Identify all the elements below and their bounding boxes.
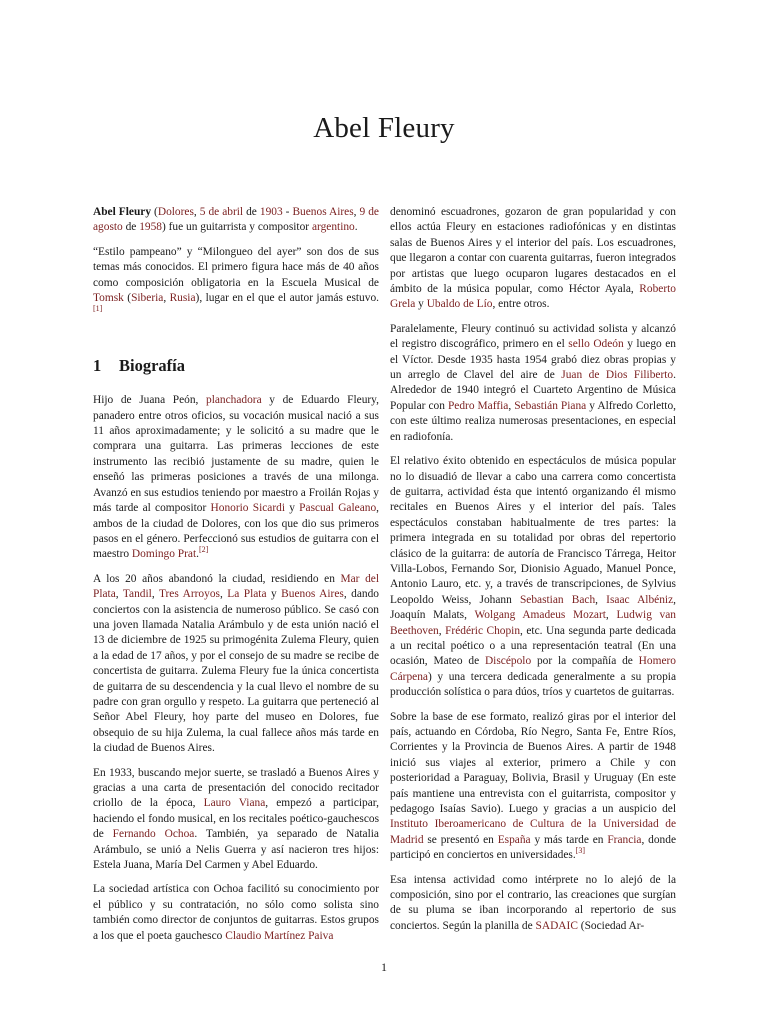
text: , bbox=[508, 399, 515, 412]
right-column bbox=[390, 205, 676, 943]
link-pascual-galeano[interactable]: Pascual Galeano bbox=[299, 502, 377, 515]
text: , Joaquín Malats, bbox=[390, 593, 676, 622]
section-number: 1 bbox=[93, 355, 102, 375]
text: , empezó a participar, haciendo el fondo musical, en los recitales poético-gauchescos de bbox=[93, 797, 379, 841]
text: Sobre la base de ese formato, realizó giras por el interior del país, actuando en Córdoba, Río Negro, Santa Fe, Entre Ríos, Corrientes y la Provincia de Buenos Aires. A partir de 1948 inició sus viajes al exterior, primero a Chile y con posterioridad a Paraguay, Bolivia, Brasil y Uruguay (En este país mantiene una entrevista con el guitarrista, compositor y pedagogo Isaías Savio). Luego y gracias a un auspicio del bbox=[390, 710, 676, 816]
bio-paragraph-1 bbox=[93, 393, 379, 562]
link-sadaic[interactable]: SADAIC bbox=[535, 919, 578, 932]
text: , entre otros. bbox=[492, 298, 550, 311]
text: El relativo éxito obtenido en espectáculos de música popular no lo disuadió de llevar a cabo una carrera como concertista de guitarra, actividad ésta que intentó organizando él mismo recitales en Buenos Aires y el interior del país. Tales espectáculos constaban habitualmente de tres partes: la primera integrada en su totalidad por obras del repertorio clásico de la guitarra: de autoría de Francisco Tárrega, Heitor Villa-Lobos, Fernando Sor, Dionisio Aguado, Manuel Ponce, Antonio Lauro, etc. y, a través de transcripciones, de Sylvius Leopoldo Weiss, Johann bbox=[390, 455, 676, 606]
bio-paragraph-6 bbox=[390, 454, 676, 701]
text: En 1933, buscando mejor suerte, se trasladó a Buenos Aires y gracias a una carta de presentación del conocido recitador criollo de la época, bbox=[93, 766, 379, 810]
text: y Alfredo Corletto, con este último realiza numerosas presentaciones, en especial en radiofonía. bbox=[390, 399, 676, 443]
text: Paralelamente, Fleury continuó su actividad solista y alcanzó el registro discográfico, primero en el bbox=[390, 322, 676, 351]
link-ubaldo-de-lio[interactable]: Ubaldo de Lío bbox=[426, 298, 493, 311]
text: , bbox=[438, 624, 446, 637]
link-argentino[interactable]: argentino bbox=[311, 221, 355, 234]
link-beethoven[interactable]: Ludwig van Beethoven bbox=[390, 609, 677, 637]
link-buenos-aires[interactable]: Buenos Aires bbox=[292, 206, 354, 218]
bio-paragraph-2 bbox=[93, 572, 379, 757]
intro-paragraph-2 bbox=[93, 245, 379, 322]
text: La sociedad artística con Ochoa facilitó su conocimiento por el público y su contratación, no sólo como solista sino también como director de conjuntos de guitarras. Estos grupos a los que el poeta gauchesco bbox=[93, 883, 379, 942]
text: (Sociedad Ar- bbox=[577, 919, 645, 932]
link-5-de-abril[interactable]: 5 de abril bbox=[199, 206, 244, 218]
link-francia[interactable]: Francia bbox=[607, 833, 642, 846]
link-rusia[interactable]: Rusia bbox=[169, 292, 196, 305]
bio-paragraph-5 bbox=[390, 322, 676, 445]
text: , bbox=[595, 593, 607, 606]
reference-3[interactable]: [3] bbox=[575, 846, 585, 856]
section-title: Biografía bbox=[119, 355, 185, 375]
text: , dando conciertos con la asistencia de numeroso público. Se casó con una joven llamada Natalia Arámbulo y de esta unión nació el 13 de diciembre de 1925 su primogénita Zulema Fleury, quien a la edad de 17 años, y por el consejo de su madre se recibe de concertista de guitarra. Zulema Fleury fue la única concertista de guitarra de su descendencia y la cual llevo el nombre de su padre con gran orgullo y respeto. La guitarra que perteneció al Señor Abel Fleury, hoy parte del museo en Dolores, fue obsequio de su hija Zulema, la cual fallece años más tarde en la ciudad de Buenos Aires. bbox=[93, 588, 379, 755]
text: “Estilo pampeano” y “Milongueo del ayer” son dos de sus temas más conocidos. El primero figura hace más de 40 años como composición obligatoria en la Escuela Musical de bbox=[93, 245, 379, 289]
subject-name: Abel Fleury bbox=[93, 206, 152, 218]
link-9-de-agosto[interactable]: 9 de agosto bbox=[93, 206, 379, 234]
bio-paragraph-4-cont bbox=[390, 205, 676, 313]
link-tres-arroyos[interactable]: Tres Arroyos bbox=[158, 588, 220, 601]
text: ( bbox=[151, 206, 158, 218]
text: , ambos de la ciudad de Dolores, con los que dio sus primeros pasos en el género. Perfeccionó sus estudios de guitarra con el maestro bbox=[93, 502, 380, 561]
text: , bbox=[353, 206, 360, 218]
reference-1[interactable]: [1] bbox=[93, 304, 103, 314]
link-chopin[interactable]: Frédéric Chopin bbox=[445, 624, 521, 637]
link-1903[interactable]: 1903 bbox=[259, 206, 283, 218]
link-tomsk[interactable]: Tomsk bbox=[93, 292, 124, 305]
link-buenos-aires[interactable]: Buenos Aires bbox=[281, 588, 344, 601]
link-la-plata[interactable]: La Plata bbox=[227, 588, 267, 601]
text: A los 20 años abandonó la ciudad, residiendo en bbox=[93, 572, 341, 585]
text: se presentó en bbox=[423, 833, 498, 846]
intro-paragraph-1 bbox=[93, 205, 379, 236]
link-instituto-iberoamericano[interactable]: Instituto Iberoamericano de Cultura de la Universidad de Madrid bbox=[390, 818, 676, 846]
text: ( bbox=[123, 292, 132, 305]
section-heading-biografia bbox=[93, 355, 379, 375]
text: de bbox=[243, 206, 260, 218]
bio-paragraph-3 bbox=[93, 766, 379, 874]
link-sebastian-bach[interactable]: Sebastian Bach bbox=[519, 593, 596, 606]
text: , bbox=[219, 588, 228, 601]
bio-paragraph-4-start bbox=[93, 882, 379, 944]
link-pedro-maffia[interactable]: Pedro Maffia bbox=[447, 399, 509, 412]
link-isaac-albeniz[interactable]: Isaac Albéniz bbox=[606, 593, 674, 606]
text: , etc. Una segunda parte dedicada a un recital poético o a una representación teatral (En una ocasión, Mateo de bbox=[390, 624, 676, 668]
link-siberia[interactable]: Siberia bbox=[131, 292, 164, 305]
text: . bbox=[354, 221, 358, 234]
text: Esa intensa actividad como intérprete no lo alejó de la composición, sino por el contrario, las creaciones que surgían de su pluma se iban incorporando al repertorio de sus conciertos. Según la planilla de bbox=[390, 873, 676, 932]
text: , donde participó en conciertos en universidades. bbox=[390, 833, 676, 862]
left-column bbox=[93, 205, 379, 944]
text: , bbox=[163, 292, 170, 305]
link-roberto-grela[interactable]: Roberto Grela bbox=[390, 283, 676, 311]
text: y bbox=[266, 588, 282, 601]
bio-paragraph-8 bbox=[390, 873, 676, 935]
text: y luego en el Víctor. Desde 1935 hasta 1954 grabó diez obras propias y un arreglo de Clavel del aire de bbox=[390, 338, 677, 382]
link-homero-carpena[interactable]: Homero Cárpena bbox=[390, 655, 676, 683]
text: y más tarde en bbox=[530, 833, 608, 846]
link-fernando-ochoa[interactable]: Fernando Ochoa bbox=[112, 828, 195, 841]
text: ) fue un guitarrista y compositor bbox=[161, 221, 312, 234]
link-espana[interactable]: España bbox=[497, 833, 531, 846]
link-sebastian-piana[interactable]: Sebastián Piana bbox=[514, 399, 587, 412]
link-mar-del-plata[interactable]: Mar del Plata bbox=[93, 572, 379, 601]
text: por la compañía de bbox=[531, 655, 639, 668]
link-mozart[interactable]: Wolgang Amadeus Mozart bbox=[474, 609, 606, 622]
text: ) y una tercera dedicada generalmente a su propia producción solística o para dúos, tríos y cuartetos de guitarras. bbox=[390, 670, 676, 699]
link-honorio-sicardi[interactable]: Honorio Sicardi bbox=[210, 502, 285, 515]
text: . bbox=[196, 548, 199, 561]
text: , bbox=[151, 588, 159, 601]
link-claudio-martinez-paiva[interactable]: Claudio Martínez Paiva bbox=[225, 929, 334, 942]
link-lauro-viana[interactable]: Lauro Viana bbox=[203, 797, 266, 810]
page-number: 1 bbox=[381, 960, 387, 974]
text: - bbox=[282, 206, 293, 218]
link-tandil[interactable]: Tandil bbox=[122, 588, 152, 601]
text: . Alrededor de 1940 integró el Cuarteto Argentino de Música Popular con bbox=[390, 369, 676, 412]
text: de bbox=[122, 221, 140, 234]
text: , bbox=[605, 609, 617, 622]
text: y de Eduardo Fleury, panadero entre otros oficios, su vocación musical nació a sus 11 años aproximadamente; y le solicitó a su madre que le comprara una guitarra. Las primeras lecciones de este instrumento las recibió justamente de su madre, quien le enseñó las primeras posiciones a través de una milonga. Avanzó en sus estudios teniendo por maestro a Froilán Rojas y más tarde al compositor bbox=[93, 394, 379, 515]
text: . También, ya separado de Natalia Arámbulo, se unió a Nelis Guerra y así nacieron tres hijos: Estela Juana, María Del Carmen y Abel Eduardo. bbox=[93, 828, 379, 872]
article-title: Abel Fleury bbox=[313, 112, 455, 144]
link-discepolo[interactable]: Discépolo bbox=[484, 655, 532, 668]
bio-paragraph-7 bbox=[390, 710, 676, 864]
text: ), lugar en el que el autor jamás estuvo. bbox=[195, 292, 379, 305]
text: , bbox=[193, 206, 200, 218]
text: Hijo de Juana Peón, bbox=[93, 394, 206, 407]
link-juan-de-dios-filiberto[interactable]: Juan de Dios Filiberto bbox=[561, 369, 674, 382]
reference-2[interactable]: [2] bbox=[199, 545, 209, 555]
text: , bbox=[115, 588, 123, 601]
link-planchadora[interactable]: planchadora bbox=[206, 394, 262, 407]
link-sello-odeon[interactable]: sello Odeón bbox=[568, 338, 624, 351]
text: y bbox=[415, 298, 427, 311]
link-domingo-prat[interactable]: Domingo Prat bbox=[131, 548, 197, 561]
link-dolores[interactable]: Dolores bbox=[157, 206, 194, 218]
text: denominó escuadrones, gozaron de gran popularidad y con ellos actúa Fleury en estaciones radiofónicas y en distintas salas de Buenos Aires y el interior del país. Los escuadrones, que llegaron a contar con cuarenta guitarras, fueron integrados por artistas que luego ocuparon lugares destacados en el ámbito de la música popular, como Héctor Ayala, bbox=[390, 206, 676, 296]
text: y bbox=[285, 502, 300, 515]
link-1958[interactable]: 1958 bbox=[139, 221, 162, 234]
